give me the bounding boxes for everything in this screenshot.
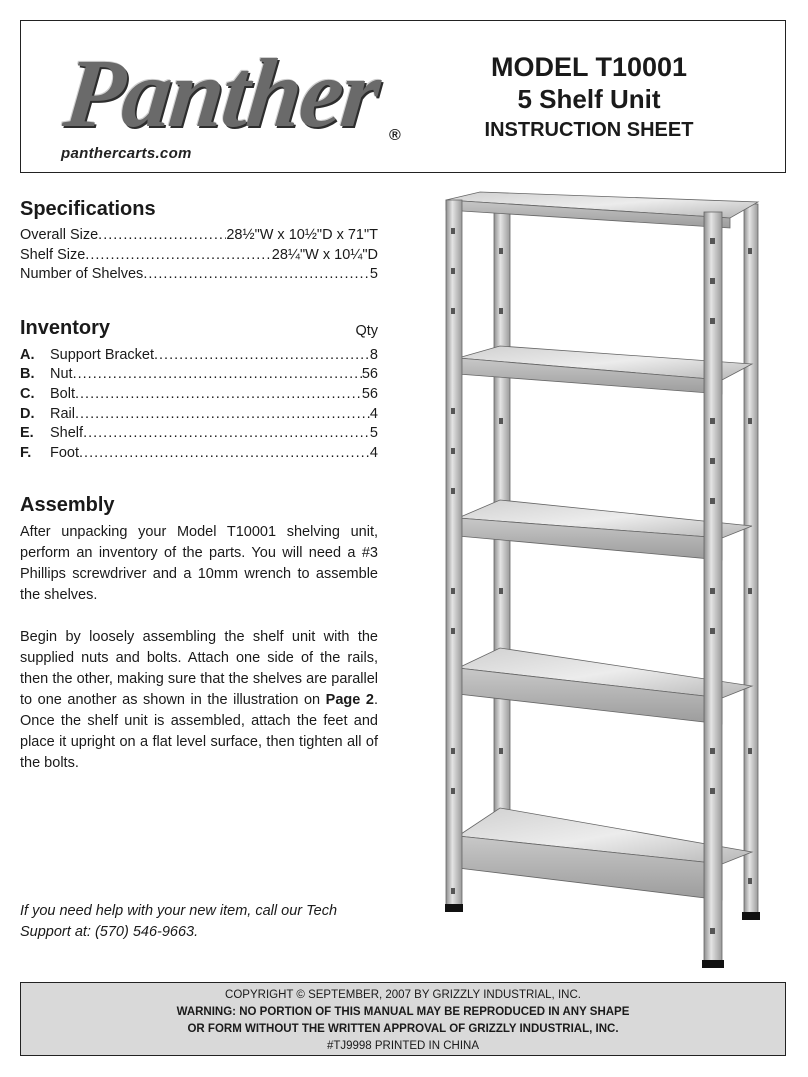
spec-value: 5 [369, 266, 378, 282]
warning-line-2: OR FORM WITHOUT THE WRITTEN APPROVAL OF GRIZZLY INDUSTRIAL, INC. [187, 1023, 619, 1035]
foot [742, 912, 760, 920]
item-letter: A. [20, 346, 35, 363]
spec-value: 28½"W x 10½"D x 71"T [226, 227, 378, 243]
brand-url: panthercarts.com [61, 145, 192, 162]
item-qty: 56 [361, 385, 378, 402]
inventory-header [20, 315, 378, 341]
inventory-item [20, 444, 378, 464]
item-name: Foot [50, 445, 80, 462]
inventory-item [20, 424, 378, 444]
footer-box [20, 982, 786, 1056]
shelf-unit-illustration [440, 188, 766, 974]
item-qty: 4 [369, 405, 378, 422]
inventory-item [20, 405, 378, 425]
spec-label: Overall Size [20, 227, 99, 243]
item-name: Nut [50, 366, 73, 383]
document-type: INSTRUCTION SHEET [484, 119, 694, 141]
spec-label: Shelf Size [20, 246, 86, 263]
item-qty: 5 [369, 425, 378, 442]
inventory-item [20, 385, 378, 405]
qty-column-label: Qty [355, 322, 378, 339]
registered-mark: ® [389, 127, 401, 144]
title-block [459, 51, 719, 145]
foot [445, 904, 463, 912]
specifications-heading: Specifications [20, 198, 156, 220]
spec-row [20, 246, 378, 266]
item-name: Shelf [50, 425, 84, 442]
item-qty: 4 [369, 445, 378, 462]
print-info: #TJ9998 PRINTED IN CHINA [326, 1040, 480, 1052]
header-box [20, 20, 786, 173]
item-letter: C. [20, 385, 35, 402]
item-letter: F. [20, 445, 32, 462]
left-column [20, 196, 378, 774]
item-name: Bolt [50, 385, 75, 402]
item-letter: E. [20, 425, 34, 442]
product-name: 5 Shelf Unit [517, 84, 661, 114]
spec-row [20, 226, 378, 246]
inventory-heading: Inventory [20, 316, 111, 339]
brand-wordmark: Panther [59, 40, 384, 148]
spec-list [20, 226, 378, 285]
item-name: Support Bracket [50, 346, 154, 363]
assembly-paragraph-1: After unpacking your Model T10001 shelving unit, perform an inventory of the parts. You will need a #3 Phillips screwdriver and a 10mm wrench to assemble the shelves. [20, 523, 378, 603]
panther-logo [39, 31, 419, 166]
inventory-item [20, 365, 378, 385]
item-letter: D. [20, 405, 35, 422]
item-name: Rail [50, 405, 75, 422]
inventory-item [20, 346, 378, 366]
item-qty: 56 [361, 366, 378, 383]
inventory-list [20, 346, 378, 464]
spec-row [20, 265, 378, 285]
copyright: COPYRIGHT © SEPTEMBER, 2007 BY GRIZZLY INDUSTRIAL, INC. [225, 989, 581, 1001]
warning-line-1: WARNING: NO PORTION OF THIS MANUAL MAY BE REPRODUCED IN ANY SHAPE [176, 1006, 630, 1018]
tech-support-note: If you need help with your new item, call our Tech Support at: (570) 546-9663. [20, 903, 338, 940]
model-number: MODEL T10001 [490, 52, 688, 82]
assembly-paragraph-2: Begin by loosely assembling the shelf unit with the supplied nuts and bolts. Attach one side of the rails, then the other, making sure that the shelves are parallel to one another as shown in the illustration on Page 2. Once the shelf unit is assembled, attach the feet and place it upright on a flat level surface, then tighten all of the bolts. [20, 628, 378, 771]
foot [702, 960, 724, 968]
item-qty: 8 [369, 346, 378, 363]
page-reference: Page 2 [325, 691, 374, 708]
spec-label: Number of Shelves [20, 266, 144, 282]
spec-value: 28¼"W x 10¼"D [271, 246, 378, 263]
assembly-heading: Assembly [20, 493, 115, 516]
item-letter: B. [20, 366, 35, 383]
